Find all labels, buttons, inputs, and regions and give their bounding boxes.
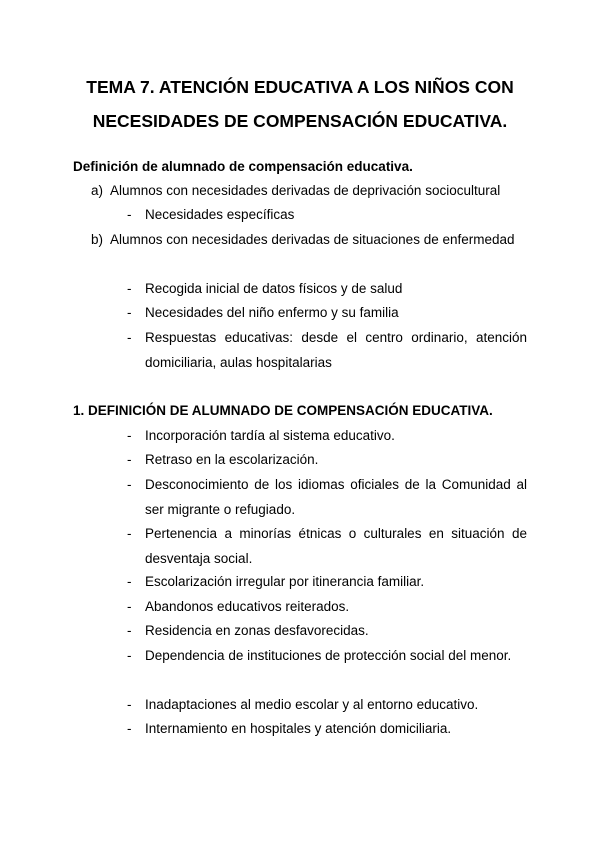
section1-item-6: Abandonos educativos reiterados. [145, 599, 350, 614]
section1-item-1: Incorporación tardía al sistema educativo. [145, 428, 395, 443]
section1-item-4: Pertenencia a minorías étnicas o culturales en situación de desventaja social. [145, 526, 527, 566]
section1-marker-1: - [127, 428, 132, 443]
outline-b-sub-2: Necesidades del niño enfermo y su familia [145, 305, 399, 320]
outline-b-sub-3: Respuestas educativas: desde el centro ordinario, atención domiciliaria, aulas hospitalarias [145, 330, 527, 370]
section1-marker-7: - [127, 623, 132, 638]
section1-item-5: Escolarización irregular por itinerancia familiar. [145, 574, 425, 589]
outline-b-sub-marker-3: - [127, 330, 132, 345]
section1-marker-9: - [127, 697, 132, 712]
outline-marker-b: b) [91, 232, 104, 247]
outline-b-sub-1: Recogida inicial de datos físicos y de salud [145, 281, 403, 296]
section1-heading: 1. DEFINICIÓN DE ALUMNADO DE COMPENSACIÓN EDUCATIVA. [73, 403, 493, 418]
section1-marker-6: - [127, 599, 132, 614]
outline-item-b: Alumnos con necesidades derivadas de situaciones de enfermedad [110, 232, 515, 247]
outline-a-sub-marker-1: - [127, 207, 132, 222]
outline-a-sub-1: Necesidades específicas [145, 207, 295, 222]
section1-item-8: Dependencia de instituciones de protección social del menor. [145, 648, 512, 663]
section1-item-2: Retraso en la escolarización. [145, 452, 319, 467]
outline-marker-a: a) [91, 183, 104, 198]
section1-marker-8: - [127, 648, 132, 663]
section1-marker-5: - [127, 574, 132, 589]
section1-marker-2: - [127, 452, 132, 467]
outline-item-a: Alumnos con necesidades derivadas de deprivación sociocultural [110, 183, 501, 198]
section1-marker-10: - [127, 721, 132, 736]
section1-item-7: Residencia en zonas desfavorecidas. [145, 623, 369, 638]
outline-b-sub-marker-1: - [127, 281, 132, 296]
outline-b-sub-marker-2: - [127, 305, 132, 320]
section1-item-9: Inadaptaciones al medio escolar y al entorno educativo. [145, 697, 479, 712]
page-title [40, 70, 560, 138]
section1-item-10: Internamiento en hospitales y atención domiciliaria. [145, 721, 452, 736]
section1-item-3: Desconocimiento de los idiomas oficiales de la Comunidad al ser migrante o refugiado. [145, 477, 527, 517]
section1-marker-4: - [127, 526, 132, 541]
title-line-1: TEMA 7. ATENCIÓN EDUCATIVA A LOS NIÑOS CON [86, 77, 514, 97]
outline-heading: Definición de alumnado de compensación educativa. [73, 159, 413, 174]
title-line-2: NECESIDADES DE COMPENSACIÓN EDUCATIVA. [92, 111, 508, 131]
section1-marker-3: - [127, 477, 132, 492]
